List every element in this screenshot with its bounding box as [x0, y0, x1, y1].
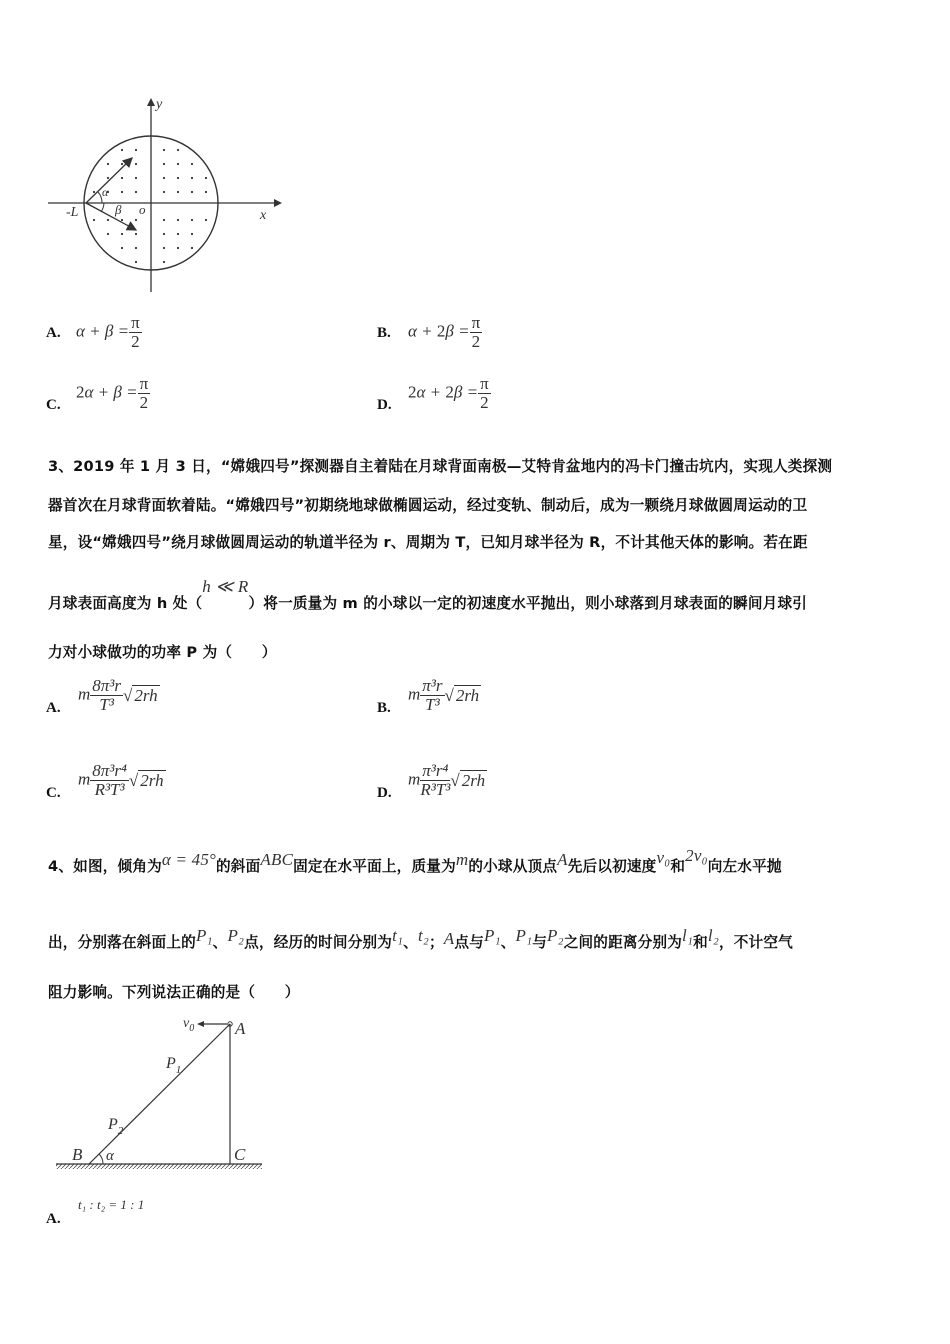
- q3-line-4: [48, 577, 906, 613]
- field-dot: [163, 149, 165, 151]
- field-dot: [121, 191, 123, 193]
- field-dot: [177, 191, 179, 193]
- point-a-label: A: [235, 1019, 246, 1038]
- field-dot: [177, 233, 179, 235]
- field-dot: [163, 233, 165, 235]
- left-point-label: -L: [66, 205, 79, 220]
- point-p1-label: $P_1$: [166, 1055, 182, 1076]
- field-dot: [121, 177, 123, 179]
- field-dot: [93, 191, 95, 193]
- q2-option-c-expr: 2α + β = $\frac{\pi}{2}$: [76, 374, 149, 412]
- q3-option-b-label: B.: [377, 700, 391, 716]
- field-dot: [163, 163, 165, 165]
- field-dot: [93, 219, 95, 221]
- q2-option-b-expr: α + 2β = $\frac{\pi}{2}$: [408, 313, 481, 351]
- q4-line-2: 出，分别落在斜面上的P₁、P₂点，经历的时间分别为t₁、t₂；A点与P₁、P₁与P₂之间的距离分别为l₁和l₂，不计空气: [48, 926, 793, 951]
- point-p2-label: $P_2$: [108, 1116, 124, 1137]
- field-dot: [135, 233, 137, 235]
- axis-x-label: x: [260, 208, 267, 223]
- q3-line-3: 星，设“嫦娥四号”绕月球做圆周运动的轨道半径为 r、周期为 T，已知月球半径为 R，不计其他天体的影响。若在距: [48, 534, 808, 551]
- q2-option-c-label: C.: [46, 397, 61, 413]
- q2-option-d-label: D.: [377, 397, 392, 413]
- alpha-angle-label: α: [102, 185, 109, 199]
- field-dot: [107, 219, 109, 221]
- q4-line-3: 阻力影响。下列说法正确的是（ ）: [48, 984, 300, 1001]
- origin-label: o: [139, 202, 146, 217]
- alpha-label: α: [106, 1148, 114, 1164]
- q3-option-a-expr: m $\frac{\text{8π³r}}{\text{T³}}$ √ 2rh: [78, 676, 158, 714]
- point-c-label: C: [234, 1145, 246, 1164]
- field-dot: [135, 261, 137, 263]
- field-dot: [177, 149, 179, 151]
- field-dot: [177, 219, 179, 221]
- field-dot: [135, 219, 137, 221]
- field-dot: [163, 261, 165, 263]
- q4-line-1: 4、如图，倾角为α = 45°的斜面ABC固定在水平面上，质量为m的小球从顶点A先后以初速度v₀和2v₀向左水平抛: [48, 846, 782, 875]
- field-dot: [205, 177, 207, 179]
- field-dot: [121, 149, 123, 151]
- field-dot: [121, 163, 123, 165]
- field-dot: [121, 247, 123, 249]
- q2-option-d-expr: 2α + 2β = $\frac{\pi}{2}$: [408, 374, 489, 412]
- field-dot: [121, 233, 123, 235]
- field-dot: [191, 233, 193, 235]
- field-dot: [135, 177, 137, 179]
- q3-condition-math: h ≪ R: [202, 577, 249, 596]
- q3-option-b-expr: m $\frac{\text{π³r}}{\text{T³}}$ √ 2rh: [408, 676, 480, 714]
- field-dot: [163, 247, 165, 249]
- field-dot: [163, 219, 165, 221]
- q3-line-4-post: ）将一质量为 m 的小球以一定的初速度水平抛出，则小球落到月球表面的瞬间月球引: [248, 595, 808, 612]
- field-dot: [107, 163, 109, 165]
- q3-option-d-label: D.: [377, 785, 392, 801]
- field-dot: [177, 177, 179, 179]
- q3-line-4-pre: 月球表面高度为 h 处（: [48, 595, 203, 612]
- field-dot: [163, 191, 165, 193]
- field-dot: [177, 163, 179, 165]
- q3-option-c-expr: m $\frac{\text{8π³r⁴}}{\text{R³T³}}$ √ 2rh: [78, 761, 164, 799]
- q3-line-2: 器首次在月球背面软着陆。“嫦娥四号”初期绕地球做椭圆运动，经过变轨、制动后，成为一颗绕月球做圆周运动的卫: [48, 497, 808, 514]
- field-dot: [135, 191, 137, 193]
- field-dot: [177, 247, 179, 249]
- field-dot: [121, 219, 123, 221]
- q2-option-b-label: B.: [377, 325, 391, 341]
- field-dot: [135, 149, 137, 151]
- q3-line-5: 力对小球做功的功率 P 为（ ）: [48, 644, 277, 661]
- field-dot: [191, 177, 193, 179]
- q3-option-d-expr: m $\frac{\text{π³r⁴}}{\text{R³T³}}$ √ 2rh: [408, 761, 486, 799]
- field-dot: [191, 163, 193, 165]
- field-dot: [163, 177, 165, 179]
- axis-y-label: y: [156, 97, 163, 112]
- field-dot: [205, 191, 207, 193]
- field-dot: [191, 247, 193, 249]
- v0-label: $v_0$: [183, 1016, 195, 1034]
- field-dot: [205, 219, 207, 221]
- field-dot: [107, 177, 109, 179]
- q4-option-a-label: A.: [46, 1211, 61, 1227]
- field-dot: [135, 247, 137, 249]
- field-dot: [107, 233, 109, 235]
- beta-angle-label: β: [115, 202, 122, 217]
- q3-option-a-label: A.: [46, 700, 61, 716]
- point-b-label: B: [72, 1145, 83, 1164]
- field-dot: [135, 163, 137, 165]
- incline-figure: [54, 1012, 269, 1177]
- field-dot: [191, 219, 193, 221]
- q2-option-a-label: A.: [46, 325, 61, 341]
- q2-option-a-expr: α + β = $\frac{\pi}{2}$: [76, 313, 140, 351]
- magnetic-field-circle-figure: [44, 92, 284, 302]
- field-dot: [191, 191, 193, 193]
- q4-option-a-expr: t₁ : t₂ = 1 : 1: [78, 1197, 145, 1212]
- q3-option-c-label: C.: [46, 785, 61, 801]
- q3-line-1: 3、2019 年 1 月 3 日，“嫦娥四号”探测器自主着陆在月球背面南极—艾特肯盆地内的冯卡门撞击坑内，实现人类探测: [48, 458, 833, 475]
